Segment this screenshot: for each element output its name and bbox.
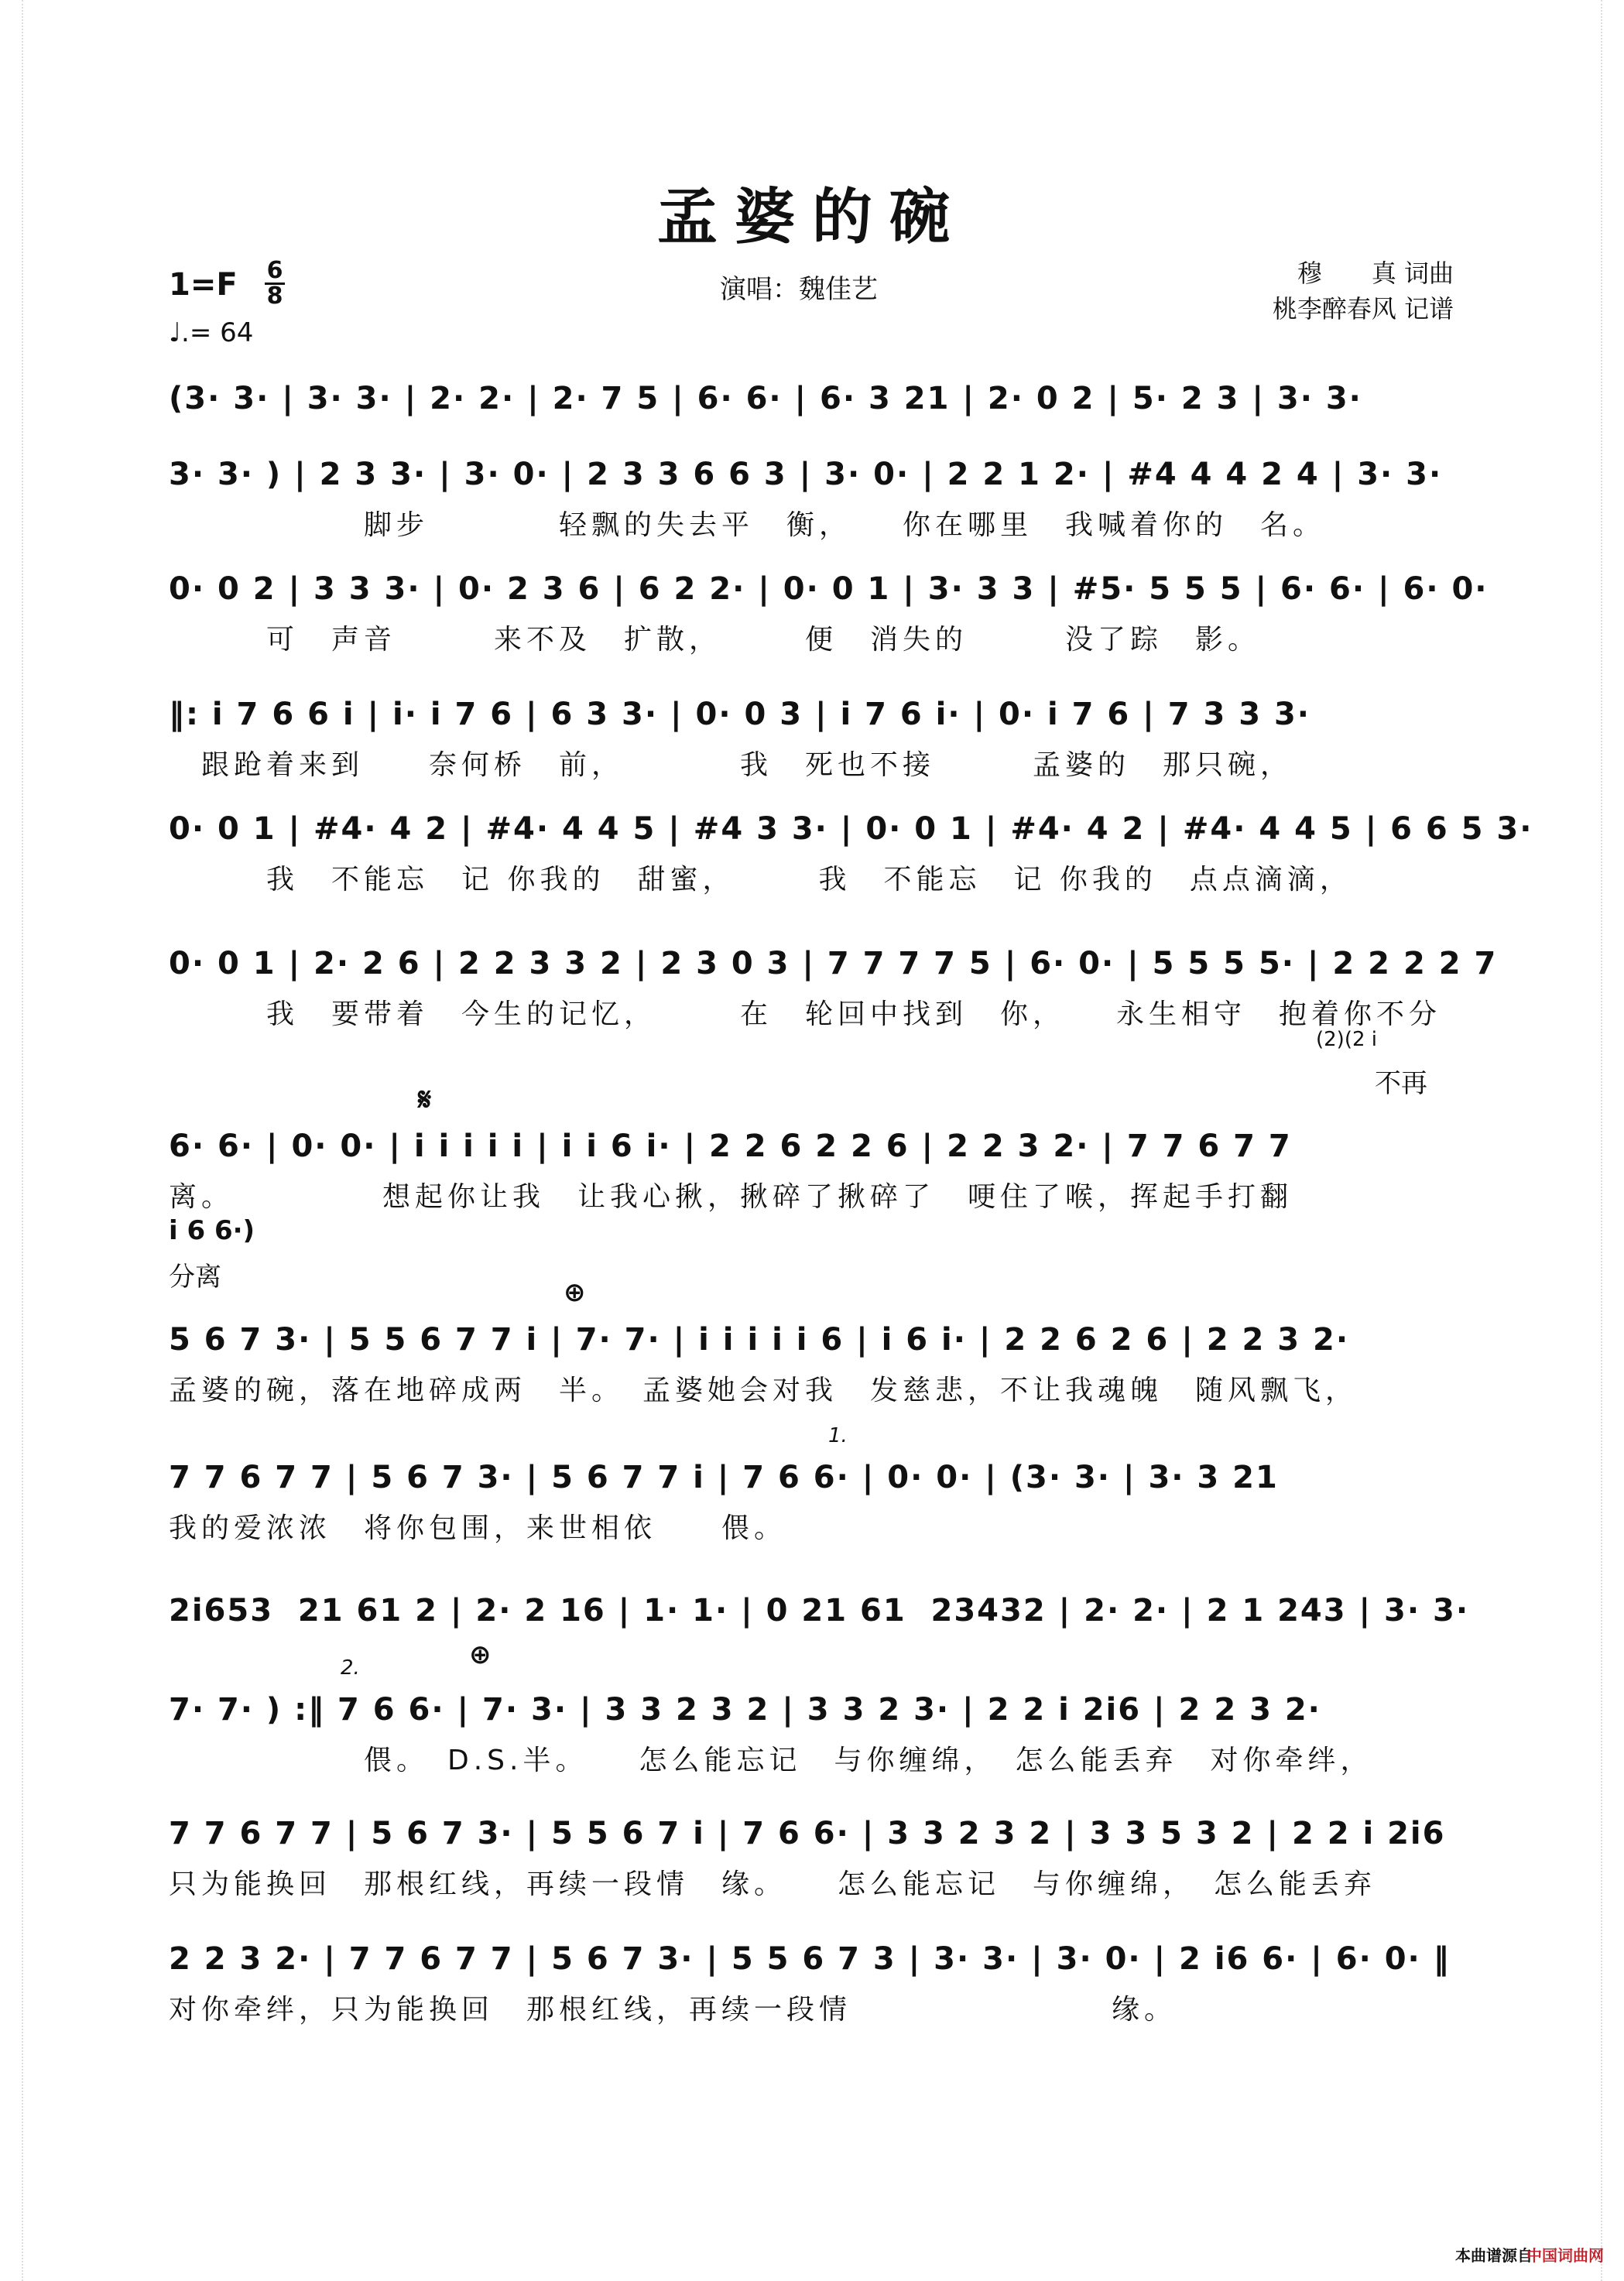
footer-site-link[interactable]: 中国词曲网 — [1526, 2246, 1604, 2265]
time-denominator: 8 — [266, 283, 283, 310]
lyricist-composer: 穆 真 词曲 — [1297, 259, 1454, 288]
singer-credit: 演唱：魏佳艺 — [720, 274, 878, 305]
credits — [1229, 255, 1454, 327]
second-time-lyrics: 不再 — [1375, 1068, 1427, 1099]
notation-line: 0· 0 1 | 2· 2 6 | 2 2 3 3 2 | 2 3 0 3 | 7 7 7 7 5 | 6· 0· | 5 5 5 5· | 2 2 2 2 7 — [169, 946, 1498, 981]
page-title: 孟婆的碗 — [656, 182, 967, 252]
notation-line: 2i653 21 61 2 | 2· 2 16 | 1· 1· | 0 21 61 23432 | 2· 2· | 2 1 243 | 3· 3· — [169, 1593, 1470, 1629]
tempo-marking: ♩.= 64 — [169, 317, 254, 348]
segno-sign: 𝄋 — [418, 1082, 432, 1118]
lyrics-line: 对你牵绊，只为能换回 那根红线，再续一段情 缘。 — [169, 1994, 1177, 2026]
lyrics-line: 孟婆的碗，落在地碎成两 半。 孟婆她会对我 发慈悲，不让我魂魄 随风飘飞， — [169, 1375, 1358, 1406]
footer-source-label: 本曲谱源自 — [1455, 2246, 1533, 2265]
notation-line: 7 7 6 7 7 | 5 6 7 3· | 5 6 7 7 i | 7 6 6· | 0· 0· | (3· 3· | 3· 3 21 — [169, 1460, 1279, 1495]
volta-1: 1. — [828, 1424, 848, 1447]
notation-line: 0· 0 2 | 3 3 3· | 0· 2 3 6 | 6 2 2· | 0· 0 1 | 3· 3 3 | #5· 5 5 5 | 6· 6· | 6· 0· — [169, 571, 1489, 607]
coda-sign-2: ⊕ — [469, 1639, 492, 1670]
coda-sign: ⊕ — [564, 1277, 586, 1308]
notation-line: 7· 7· ) :‖ 7 6 6· | 7· 3· | 3 3 2 3 2 | 3 3 2 3· | 2 2 i 2i6 | 2 2 3 2· — [169, 1692, 1321, 1728]
lyrics-line: 只为能换回 那根红线，再续一段情 缘。 怎么能忘记 与你缠绵， 怎么能丢弃 — [169, 1868, 1377, 1900]
key-signature: 1=F — [169, 267, 238, 303]
lyrics-line: 可 声音 来不及 扩散， 便 消失的 没了踪 影。 — [169, 624, 1261, 656]
volta-2: 2. — [341, 1656, 360, 1680]
right-margin-border — [1601, 0, 1624, 2281]
notation-line: 7 7 6 7 7 | 5 6 7 3· | 5 5 6 7 i | 7 6 6· | 3 3 2 3 2 | 3 3 5 3 2 | 2 2 i 2i6 — [169, 1816, 1446, 1851]
left-margin-border — [0, 0, 23, 2281]
lyrics-line: 我 不能忘 记 你我的 甜蜜， 我 不能忘 记 你我的 点点滴滴， — [169, 864, 1352, 896]
lyrics-line: 偎。 D.S.半。 怎么能忘记 与你缠绵， 怎么能丢弃 对你牵绊， — [169, 1745, 1373, 1776]
lyrics-line: 脚步 轻飘的失去平 衡， 你在哪里 我喊着你的 名。 — [169, 509, 1326, 541]
time-numerator: 6 — [266, 257, 283, 284]
notation-line: (3· 3· | 3· 3· | 2· 2· | 2· 7 5 | 6· 6· | 6· 3 21 | 2· 0 2 | 5· 2 3 | 3· 3· — [169, 381, 1362, 416]
notation-line: ‖: i 7 6 6 i | i· i 7 6 | 6 3 3· | 0· 0 3 | i 7 6 i· | 0· i 7 6 | 7 3 3 3· — [169, 697, 1311, 732]
lyrics-line: 离。 想起你让我 让我心揪，揪碎了揪碎了 哽住了喉，挥起手打翻 — [169, 1181, 1293, 1213]
notation-line: 3· 3· ) | 2 3 3· | 3· 0· | 2 3 3 6 6 3 | 3· 0· | 2 2 1 2· | #4 4 4 2 4 | 3· 3· — [169, 457, 1443, 492]
transcriber: 桃李醉春风 记谱 — [1272, 294, 1454, 324]
lyrics-line: 我 要带着 今生的记忆， 在 轮回中找到 你， 永生相守 抱着你不分 — [169, 998, 1442, 1030]
lyrics-line: 跟跄着来到 奈何桥 前， 我 死也不接 孟婆的 那只碗， — [169, 749, 1293, 781]
notation-line: 5 6 7 3· | 5 5 6 7 7 i | 7· 7· | i i i i i 6 | i 6 i· | 2 2 6 2 6 | 2 2 3 2· — [169, 1322, 1350, 1358]
time-signature — [265, 257, 285, 310]
ending-lyrics: 分离 — [169, 1262, 221, 1293]
ending-notes: i 6 6·) — [169, 1215, 255, 1246]
notation-line: 0· 0 1 | #4· 4 2 | #4· 4 4 5 | #4 3 3· | 0· 0 1 | #4· 4 2 | #4· 4 4 5 | 6 6 5 3· — [169, 811, 1533, 847]
notation-line: 2 2 3 2· | 7 7 6 7 7 | 5 6 7 3· | 5 5 6 7 3 | 3· 3· | 3· 0· | 2 i6 6· | 6· 0· ‖ — [169, 1941, 1451, 1977]
lyrics-line: 我的爱浓浓 将你包围，来世相依 偎。 — [169, 1512, 787, 1544]
second-time-notes: (2)(2 i — [1316, 1028, 1378, 1051]
notation-line: 6· 6· | 0· 0· | i i i i i | i i 6 i· | 2 2 6 2 2 6 | 2 2 3 2· | 7 7 6 7 7 — [169, 1129, 1292, 1164]
